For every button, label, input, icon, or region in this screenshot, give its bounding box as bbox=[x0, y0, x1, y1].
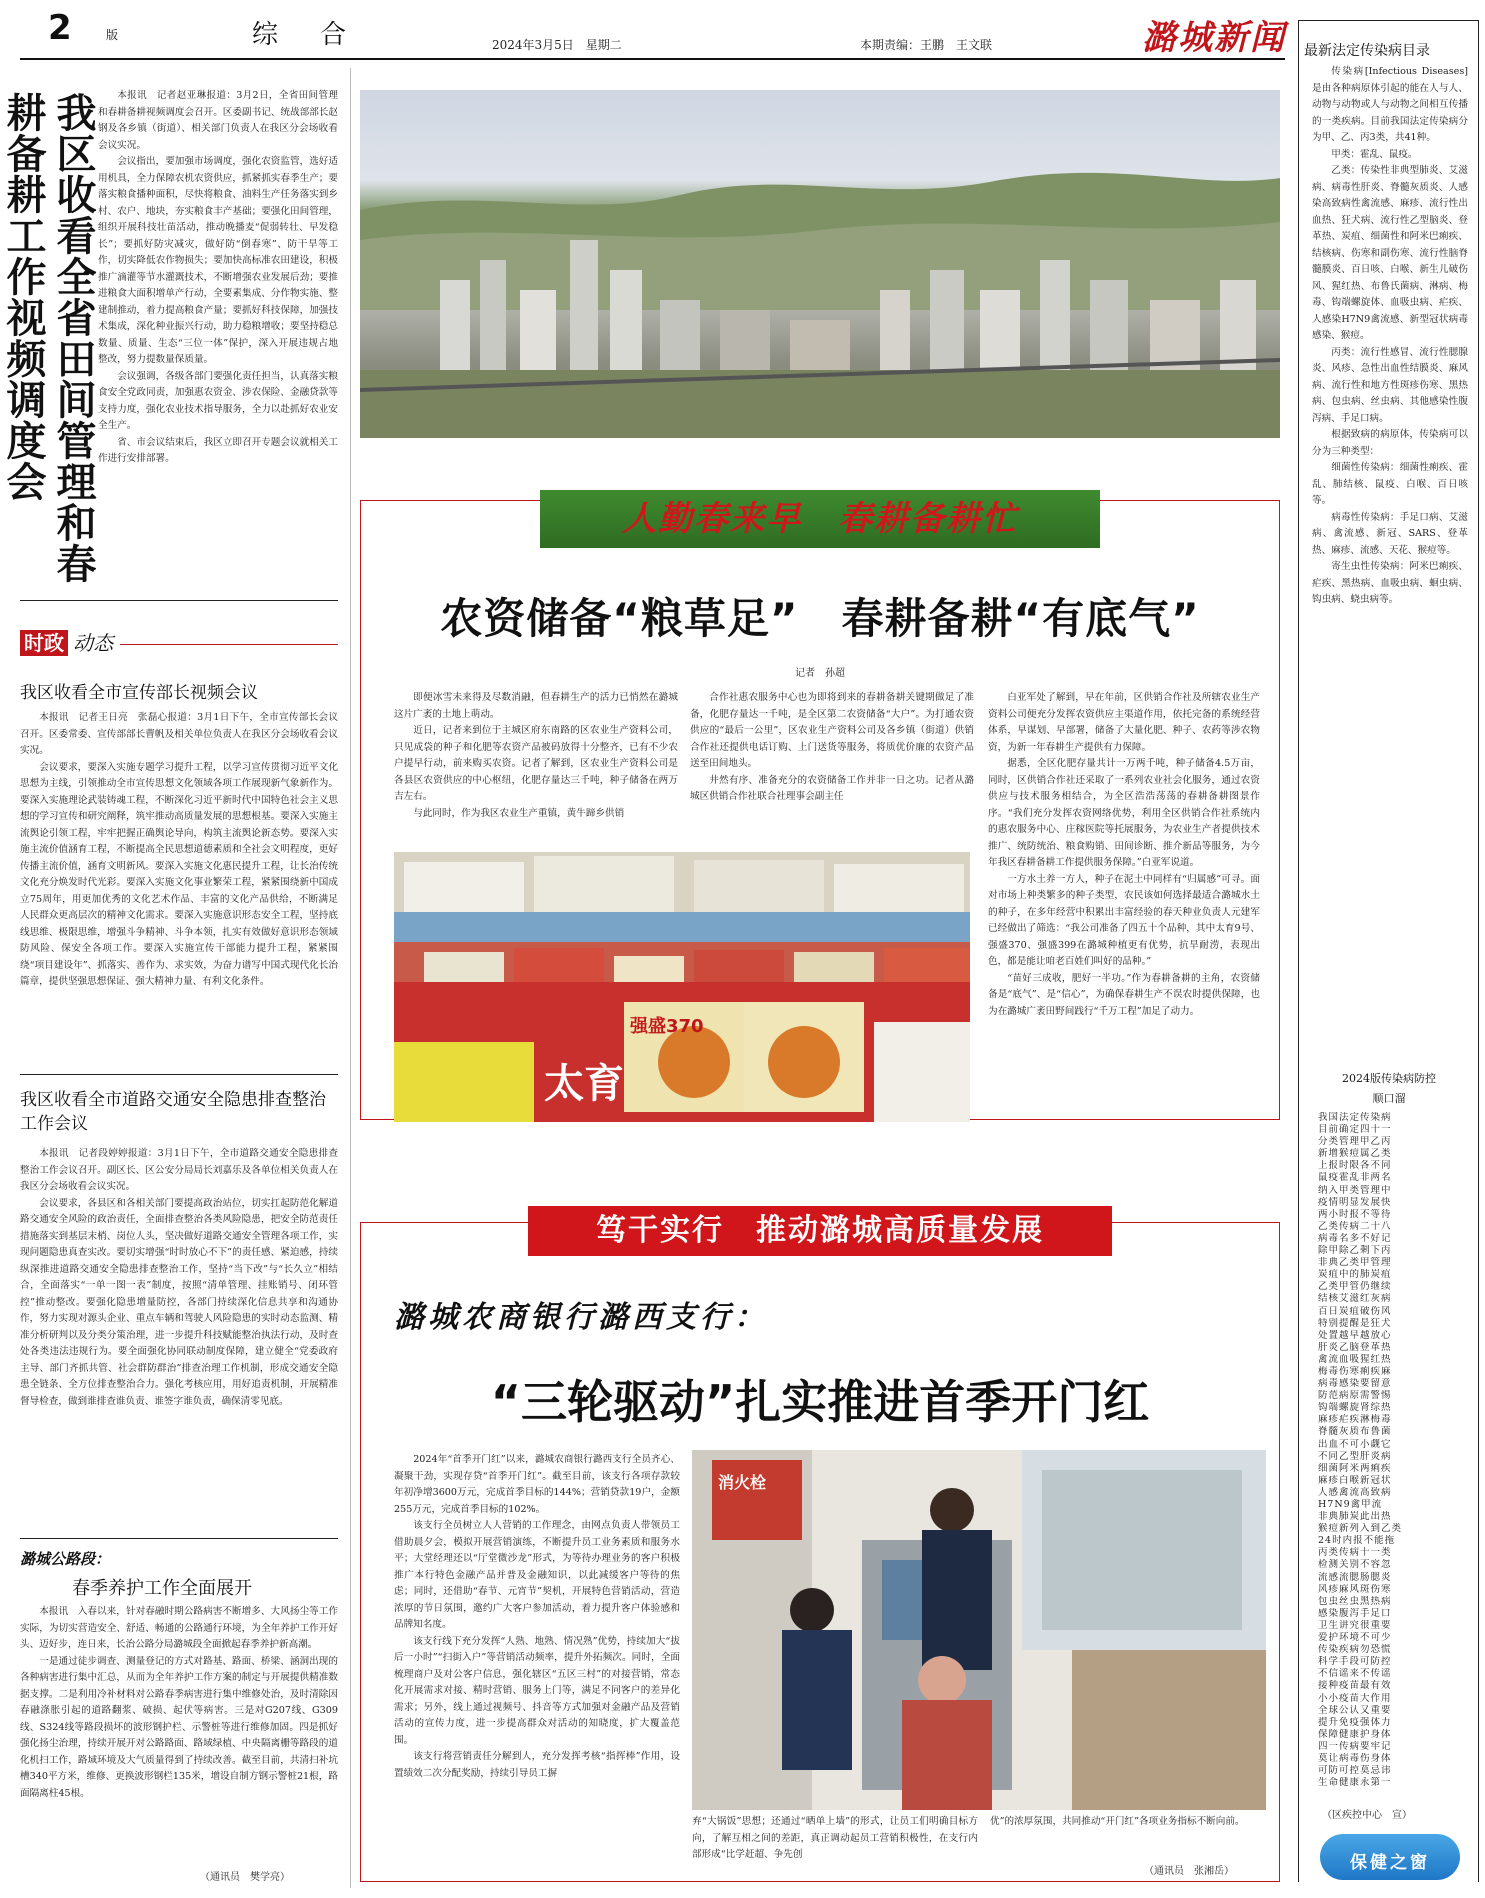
sidebar-body bbox=[1312, 64, 1468, 609]
masthead bbox=[0, 0, 1485, 60]
feature-para: 合作社惠农服务中心也为即将到来的春耕备耕关键期做足了准备，化肥存量达一千吨，是全区第二农资储备“大户”。为打通农资供应的“最后一公里”，区农业生产资料公司及各乡镇（街道）供销合作社还提供电话订购、上门送货等服务，将质优价廉的农资产品送至田间地头。 bbox=[690, 692, 974, 769]
feature-para: 一方水土养一方人，种子在泥土中同样有“归属感”可寻。面对市场上种类繁多的种子类型，农民该如何选择最适合潞城水土的种子，在多年经营中积累出丰富经验的春天种业负责人元建军已经做出了筛选：“我公司准备了四五十个品种，其中太育9号、强盛370、强盛399在潞城种植更有优势，抗旱耐涝，表现出色，都是能让咱老百姓们叫好的品种。” bbox=[988, 873, 1260, 967]
bank-byline: （通讯员 张湘岳） bbox=[1144, 1866, 1234, 1877]
article-para: 会议要求，要深入实施专题学习提升工程，以学习宣传贯彻习近平文化思想为主线，引领推动全市宣传思想文化领域各项工作展现新气象新作为。要深入实施理论武装铸魂工程，不断深化习近平新时代中国特色社会主义思想的学习宣传和研究阐释，筑牢推动高质量发展的思想根基。要深入实施主流舆论引领工程，牢牢把握正确舆论导向，构筑主流舆论新态势。要深入实施主流价值涵育工程，不断提高全民思想道德素质和全社会文明程度，更好传播主流价值，涵育文明新风。要深入实施文化惠民提升工程，让长治传统文化充分焕发时代光彩。要深入实施文化事业繁荣工程，紧紧围绕新中国成立75周年，用更加优秀的文化艺术作品、丰富的文化产品供给，不断满足人民群众更高层次的精神文化需求。要深入实施意识形态安全工程，坚持底线思维、极限思维，增强斗争精神、斗争本领，扎实有效做好意识形态领域防风险、保安全各项工作。要深入实施宣传干部能力提升工程，紧紧围绕“项目建设年”、抓落实、善作为、求实效，为奋力谱写中国式现代化长治篇章，提供坚强思想保证、强大精神力量、有利文化条件。 bbox=[20, 761, 338, 987]
sidebar-para: 寄生虫性传染病：阿米巴痢疾、疟疾、黑热病、血吸虫病、蛔虫病、钩虫病、蛲虫病等。 bbox=[1312, 561, 1468, 605]
poem-line: 流感流腮肠腮炎 bbox=[1318, 1571, 1392, 1583]
bank-col-1 bbox=[394, 1452, 680, 1782]
article-para: 会议要求，各县区和各相关部门要提高政治站位，切实扛起防范化解道路交通安全风险的政治责任，全面排查整治各类风险隐患，把安全防范责任措施落实到基层末梢、岗位人头，坚决做好道路交通安全管理各项工作，实现问题隐患真查实改。要切实增强“时时放心不下”的责任感、紧迫感，持续纵深推进道路交通安全隐患排查整治工作，坚持“当下改”与“长久立”相结合，全面落实“一单一图一表”制度，按照“清单管理、挂账销号、闭环管控”推动整改。要强化隐患增量防控，各部门持续深化信息共享和沟通协作，努力实现对源头企业、重点车辆和驾驶人风险隐患的实时动态监测、精准分析研判以及分类分策治理，进一步提升科技赋能整治执法行动，及时查处各类违法违规行为。要全面强化协同联动制度保障，建立健全“党委政府主导、部门齐抓共管、社会群防群治”排查治理工作机制，形成交通安全隐患全链条、全方位排查整治合力。强化考核应用，用好追责机制，开展精准督导检查，做到谁排查谁负责、谁签字谁负责，确保清零见底。 bbox=[20, 1197, 338, 1407]
poem-line: 纳入甲类管理中 bbox=[1318, 1184, 1392, 1196]
poem-line: 非典肺炭此出热 bbox=[1318, 1511, 1392, 1523]
bank-para: 2024年“首季开门红”以来，潞城农商银行潞西支行全员齐心、凝聚干劲，实现存贷“首季开门红”。截至目前，该支行各项存款较年初净增3600万元，完成首季目标的144%；营销贷款19户，金额255万元，完成首季目标的102%。 bbox=[394, 1454, 680, 1515]
poem-line: 全球公认又重要 bbox=[1318, 1704, 1392, 1716]
poem-line: 梅毒伤寒痢疾麻 bbox=[1318, 1365, 1392, 1377]
feature-col-1 bbox=[394, 690, 678, 822]
poem-line: 炭疽中的肺炭疽 bbox=[1318, 1269, 1392, 1281]
poem-line: 包虫丝虫黑热病 bbox=[1318, 1595, 1392, 1607]
lead-para: 本报讯 记者赵亚琳报道：3月2日，全省田间管理和春耕备耕视频调度会召开。区委副书记、统战部部长赵钢及各乡镇（街道）、相关部门负责人在我区分会场收看会议实况。 bbox=[98, 90, 338, 151]
editors: 本期责编：王鹏 王文联 bbox=[860, 38, 993, 52]
poem-line: 特别提醒是狂犬 bbox=[1318, 1317, 1392, 1329]
article-para: 本报讯 入春以来，针对春融时期公路病害不断增多、大风扬尘等工作实际，为切实营造安全、舒适、畅通的公路通行环境，为全年养护工作开好头、迈好步，连日来，长治公路分局潞城段全面掀起春季养护新高潮。 bbox=[20, 1606, 338, 1650]
poem-line: 人感禽流高致病 bbox=[1318, 1486, 1392, 1498]
poem-title-2: 顺口溜 bbox=[1372, 1092, 1406, 1105]
sidebar-para: 根据致病的病原体，传染病可以分为三种类型： bbox=[1312, 429, 1468, 457]
poem-line: 钩端螺旋肾综热 bbox=[1318, 1402, 1392, 1414]
poem-line: 分类管理甲乙丙 bbox=[1318, 1136, 1392, 1148]
poem-line: 鼠疫霍乱非两名 bbox=[1318, 1172, 1392, 1184]
poem-line: 除甲除乙剩下丙 bbox=[1318, 1245, 1392, 1257]
section-banner: 人勤春来早 春耕备耕忙 bbox=[540, 490, 1100, 548]
byline: （通讯员 樊学亮） bbox=[200, 1872, 290, 1883]
poem-line: 非典乙类甲管理 bbox=[1318, 1257, 1392, 1269]
feature-para: 即便冰雪未来得及尽数消融，但春耕生产的活力已悄然在潞城这片广袤的土地上萌动。 bbox=[394, 692, 678, 720]
bank-bottom-b bbox=[990, 1814, 1266, 1831]
poem-line: 科学手段可防控 bbox=[1318, 1656, 1392, 1668]
poem-line: 疫情明显发展快 bbox=[1318, 1196, 1392, 1208]
poem-lines bbox=[1318, 1112, 1468, 1789]
poem-line: 可防可控莫忌讳 bbox=[1318, 1765, 1392, 1777]
poem-line: 莫让病毒伤身体 bbox=[1318, 1752, 1392, 1764]
article-title: 春季养护工作全面展开 bbox=[72, 1578, 252, 1599]
bank-para: 弃“大锅饭”思想；还通过“晒单上墙”的形式，让员工们明确目标方向，了解互相之间的差距，真正调动起员工营销积极性，在支行内部形成“比学赶超、争先创 bbox=[692, 1816, 978, 1860]
sidebar-para: 病毒性传染病：手足口病、艾滋病、禽流感、新冠、SARS、登革热、麻疹、流感、天花、猴痘等。 bbox=[1312, 511, 1468, 556]
article-para: 本报讯 记者段婷婷报道：3月1日下午，全市道路交通安全隐患排查整治工作会议召开。副区长、区公安分局局长刘嘉乐及各单位相关负责人在我区分会场收看会议实况。 bbox=[20, 1148, 338, 1192]
feature-para: 井然有序、准备充分的农资储备工作并非一日之功。记者从潞城区供销合作社联合社理事会副主任 bbox=[690, 774, 974, 802]
feature-col-2 bbox=[690, 690, 974, 806]
issue-date: 2024年3月5日 星期二 bbox=[492, 38, 622, 52]
poem-line: 病毒名多不好记 bbox=[1318, 1232, 1392, 1244]
lead-para: 会议强调，各级各部门要强化责任担当，认真落实粮食安全党政同责，加强惠农资金、涉农保险、金融贷款等支持力度，强化农业技术指导服务，全力以赴抓好农业安全生产。 bbox=[98, 370, 338, 431]
bank-para: 优”的浓厚氛围，共同推动“开门红”各项业务指标不断向前。 bbox=[990, 1816, 1245, 1827]
poem-line: 接种疫苗最有效 bbox=[1318, 1680, 1392, 1692]
section-brand-a: 时政 bbox=[20, 630, 68, 656]
poem-line: 四一传病要牢记 bbox=[1318, 1740, 1392, 1752]
poem-line: 防范病原需警惕 bbox=[1318, 1390, 1392, 1402]
health-window-logo-text: 保健之窗 bbox=[1350, 1853, 1430, 1873]
poem-line: 我国法定传染病 bbox=[1318, 1112, 1392, 1123]
sidebar-para: 甲类：霍乱、鼠疫。 bbox=[1331, 148, 1418, 160]
lead-article bbox=[98, 88, 338, 468]
sidebar-para: 乙类：传染性非典型肺炎、艾滋病、病毒性肝炎、脊髓灰质炎、人感染高致病性禽流感、麻疹、流行性出血热、狂犬病、流行性乙型脑炎、登革热、炭疽、细菌性和阿米巴痢疾、结核病、伤寒和副伤寒、流行性脑脊髓膜炎、百日咳、白喉、新生儿破伤风、猩红热、布鲁氏菌病、淋病、梅毒、钩端螺旋体、血吸虫病、疟疾、人感染H7N9禽流感、新型冠状病毒感染、猴痘。 bbox=[1312, 165, 1468, 341]
poem-line: 麻疹疟疾淋梅毒 bbox=[1318, 1414, 1392, 1426]
poem-line: 乙类甲管仍继续 bbox=[1318, 1281, 1392, 1293]
poem-line: 传染疾病勿恐慌 bbox=[1318, 1644, 1392, 1656]
poem-line: 两小时报不等待 bbox=[1318, 1208, 1392, 1220]
bank-kicker: 潞城农商银行潞西支行： bbox=[394, 1300, 768, 1335]
poem-line: 24时内报不能拖 bbox=[1318, 1535, 1396, 1547]
sidebar-title: 最新法定传染病目录 bbox=[1304, 43, 1430, 59]
poem-line: 处置越早越放心 bbox=[1318, 1329, 1392, 1341]
article-title: 我区收看全市宣传部长视频会议 bbox=[20, 683, 258, 703]
seed-photo bbox=[394, 852, 970, 1122]
bank-bottom-a bbox=[692, 1814, 978, 1864]
sidebar-para: 传染病[Infectious Diseases]是由各种病原体引起的能在人与人、动物与动物或人与动物之间相互传播的一类疾病。目前我国法定传染病分为甲、乙、丙3类，共41种。 bbox=[1312, 66, 1468, 143]
poem-line: 丙类传病十一类 bbox=[1318, 1547, 1392, 1559]
bank-para: 该支行线下充分发挥“人熟、地熟、情况熟”优势，持续加大“拔后一小时”“扫街入户”等营销活动频率，提升外拓频次。同时，全面梳理商户及对公客户信息，强化辖区“五区三村”的对接营销，常态化开展需求对接、精时营销、服务上门等，满足不同客户的差异化需求；另外，线上通过视频号、抖音等方式加强对金融产品及营销活动的宣传力度，进一步提高群众对活动的知晓度，扩大覆盖范围。 bbox=[394, 1635, 680, 1746]
poem-line: 出血不可小觑它 bbox=[1318, 1438, 1392, 1450]
bank-para: 该支行全员树立人人营销的工作理念，由网点负责人带领员工借助晨夕会，模拟开展营销演练，不断提升员工业务素质和服务水平；大堂经理还以“厅堂微沙龙”形式，为等待办理业务的客户积极推广本行特色金融产品并普及金融知识，以此减缓客户等待的焦虑；同时，还借助“春节、元宵节”契机，开展特色营销活动，营造浓厚的节日氛围，邀约广大客户参加活动，着力提升客户体验感和品牌知名度。 bbox=[394, 1520, 680, 1630]
sidebar-para: 丙类：流行性感冒、流行性腮腺炎、风疹、急性出血性结膜炎、麻风病、流行性和地方性斑疹伤寒、黑热病、包虫病、丝虫病、其他感染性腹泻病、手足口病。 bbox=[1312, 346, 1468, 424]
poem-line: 检测关别不容忽 bbox=[1318, 1559, 1392, 1571]
feature-para: 近日，记者来到位于主城区府东南路的区农业生产资料公司，只见成袋的种子和化肥等农资产品被码放得十分整齐，已有不少农户提早行动，前来购买农资。记者了解到，区农业生产资料公司是各县区农资供应的中心枢纽，化肥存量达三千吨，种子储备在两万吉左右。 bbox=[394, 725, 678, 802]
paper-logo: 潞城新闻 bbox=[1142, 18, 1286, 58]
poem-line: 麻疹白喉新冠状 bbox=[1318, 1474, 1392, 1486]
poem-line: 保障健康护身体 bbox=[1318, 1728, 1392, 1740]
poem-line: 结核艾滋红灰病 bbox=[1318, 1293, 1392, 1305]
lead-para: 会议指出，要加强市场调度，强化农资监管，选好适用机具，全力保障农机农资供应，抓紧抓实春季生产；要落实粮食播种面积，尽快将粮食、油料生产任务落实到乡村、农户、地块，夯实粮食丰产基础；要强化田间管理，组织开展科技壮苗活动，推动晚播麦“促弱转壮、早发稳长”；要抓好防灾减灾，做好防“倒春寒”、防干旱等工作，切实降低农作物损失；要加快高标准农田建设，积极推广滴灌等节水灌溉技术，不断增强农业发展后劲；要推进粮食大面积增单产行动，全要素集成、分作物实施、整建制推动，着力提高粮食产量；要抓好科技保障，加强技术集成，深化种业振兴行动，助力稳粮增收；要坚持稳总数量、质量、生态“三位一体”保护，深入开展违规占地整改，努力提数量保质量。 bbox=[98, 156, 338, 365]
article-para: 本报讯 记者王日亮 张磊心报道：3月1日下午，全市宣传部长会议召开。区委常委、宣传部部长曹帆及相关单位负责人在我区分会场收看会议实况。 bbox=[20, 712, 338, 756]
city-photo bbox=[360, 90, 1280, 438]
poem-line: 百日炭疽破伤风 bbox=[1318, 1305, 1392, 1317]
poem-line: 不同乙型肝炎病 bbox=[1318, 1450, 1392, 1462]
poem-title-1: 2024版传染病防控 bbox=[1342, 1072, 1436, 1085]
poem-line: 上报时限各不同 bbox=[1318, 1160, 1392, 1172]
poem-line: 猴痘新列入到乙类 bbox=[1318, 1523, 1403, 1535]
poem-line: 卫生讲究很重要 bbox=[1318, 1619, 1392, 1631]
section-title: 综 合 bbox=[252, 20, 355, 50]
poem-line: 小小疫苗大作用 bbox=[1318, 1692, 1392, 1704]
feature-headline: 农资储备“粮草足” 春耕备耕“有底气” bbox=[440, 594, 1200, 643]
article-kicker: 潞城公路段： bbox=[20, 1550, 111, 1568]
article-body bbox=[20, 1604, 338, 1802]
lead-vertical-title: 我区收看全省田间管理和春耕备耕工作视频调度会 bbox=[0, 92, 96, 584]
poem-line: 新增猴痘属乙类 bbox=[1318, 1148, 1392, 1160]
poem-line: 病毒感染要留意 bbox=[1318, 1378, 1392, 1390]
feature-para: 据悉，全区化肥存量共计一万两千吨，种子储备4.5万亩，同时，区供销合作社还采取了一系列农业社会化服务，通过农资供应与技术服务相结合，为全区浩浩荡荡的春耕备耕图景作序。“我们充分发挥农资网络优势，利用全区供销合作社系统内的惠农服务中心、庄稼医院等托展服务，为农业生产者提供技术推广、统防统治、粮食购销、田间诊断、推介新品等服务，为今年我区春耕备耕工作提供服务保障。”白亚军说道。 bbox=[988, 758, 1260, 868]
lead-para: 省、市会议结束后，我区立即召开专题会议就相关工作进行安排部署。 bbox=[98, 436, 338, 464]
article-title: 我区收看全市道路交通安全隐患排查整治工作会议 bbox=[20, 1090, 326, 1134]
banner-text: 消火栓 bbox=[718, 1473, 767, 1492]
poem-line: 乙类传病二十八 bbox=[1318, 1220, 1392, 1232]
poem-byline: （区疾控中心 宣） bbox=[1322, 1810, 1412, 1821]
article-para: 一是通过徒步调查、测量登记的方式对路基、路面、桥梁、涵洞出现的各种病害进行集中汇总，从而为全年养护工作方案的制定与开展提供精准数据支撑。二是利用冷补材料对公路春季病害进行集中维修处治，及时清除因春融涤胀引起的道路翻浆、破损、起伏等病害。三是对G207线、G309线、S324线等路段损坏的波形钢护栏、示警桩等进行维修加固。四是抓好强化扬尘治理，持续开展开对公路路面、路域绿植、中央隔离栅等路段的道化机扫工作，路域环境及大气质量得到了持续改善。截至目前，共清扫补坑槽340平方米，维修、更换波形钢栏135米，增设自制方钢示警桩21根，路面隔离柱45根。 bbox=[20, 1655, 338, 1799]
poem-line: 感染腹泻手足口 bbox=[1318, 1607, 1392, 1619]
article-body bbox=[20, 1146, 338, 1410]
poem-line: 提升免疫强体力 bbox=[1318, 1716, 1392, 1728]
poem-line: 禽流血吸猩红热 bbox=[1318, 1353, 1392, 1365]
feature-para: 与此同时，作为我区农业生产重镇，黄牛蹄乡供销 bbox=[413, 807, 625, 819]
poem-line: 细菌阿米两痢疾 bbox=[1318, 1462, 1392, 1474]
seed-bag-code: 强盛370 bbox=[630, 1016, 704, 1037]
poem-line: 爱护环境不可少 bbox=[1318, 1632, 1392, 1644]
bank-headline: “三轮驱动”扎实推进首季开门红 bbox=[490, 1375, 1150, 1429]
bank-photo bbox=[692, 1450, 1266, 1810]
feature-col-3 bbox=[988, 690, 1260, 1020]
article-body bbox=[20, 710, 338, 991]
poem-line: 目前确定四十一 bbox=[1318, 1124, 1392, 1136]
feature-para: “苗好三成收，肥好一半功。”作为春耕备耕的主角，农资储备是“底气”、是“信心”，为确保春耕生产不误农时提供保障，也为在潞城广袤田野间践行“千万工程”加足了动力。 bbox=[988, 972, 1260, 1017]
sidebar-para: 细菌性传染病：细菌性痢疾、霍乱、肺结核、鼠疫、白喉、百日咳等。 bbox=[1312, 462, 1468, 506]
seed-bag-brand: 太育 bbox=[544, 1061, 624, 1107]
health-window-logo bbox=[1320, 1834, 1460, 1880]
feature-byline: 记者 孙超 bbox=[795, 668, 845, 679]
section-brand-b: 动态 bbox=[73, 631, 114, 655]
poem-line: H7N9禽甲流 bbox=[1318, 1499, 1383, 1510]
section-banner-2: 笃干实行 推动潞城高质量发展 bbox=[528, 1206, 1112, 1256]
section-brand bbox=[20, 630, 338, 658]
poem-line: 不信谣来不传谣 bbox=[1318, 1668, 1392, 1680]
poem-line: 风疹麻风斑伤寒 bbox=[1318, 1583, 1392, 1595]
poem-line: 脊髓灰质布鲁菌 bbox=[1318, 1426, 1392, 1438]
poem-line: 肝炎乙脑登革热 bbox=[1318, 1341, 1392, 1353]
page-number-suffix: 版 bbox=[106, 28, 119, 42]
page-number: 2 bbox=[48, 8, 72, 48]
poem-line: 生命健康永第一 bbox=[1318, 1777, 1392, 1789]
feature-para: 白亚军处了解到，早在年前，区供销合作社及所辖农业生产资料公司便充分发挥农资供应主渠道作用，依托完备的系统经营体系，早谋划、早部署，储备了大量化肥、种子、农药等涉农物资，为新一年春耕生产提供有力保障。 bbox=[988, 692, 1260, 753]
bank-para: 该支行将营销责任分解到人，充分发挥考核“指挥棒”作用，设置绩效二次分配奖励，持续引导员工摒 bbox=[394, 1751, 680, 1779]
